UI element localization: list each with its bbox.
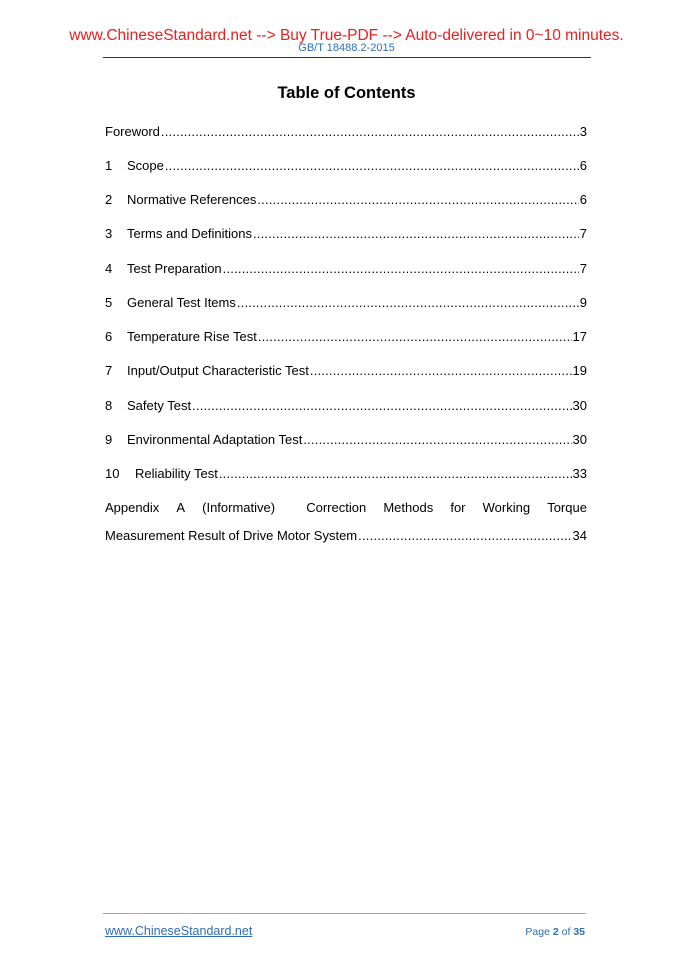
toc-entry-number: 6 (105, 329, 113, 344)
appendix-word: for (450, 500, 466, 515)
toc-entry-number: 4 (105, 261, 113, 276)
dot-leader (237, 295, 579, 311)
appendix-title-line (105, 500, 587, 516)
toc-entry-page: 33 (572, 466, 587, 481)
toc-entry-page: 6 (579, 158, 587, 173)
toc-entry-environmental-test[interactable] (105, 432, 587, 448)
dot-leader (192, 398, 571, 414)
appendix-word: Methods (383, 500, 434, 515)
toc-entry-page: 7 (579, 261, 587, 276)
dot-leader (358, 528, 571, 544)
dot-leader (257, 192, 578, 208)
header-divider (103, 57, 591, 58)
toc-entry-temperature-rise-test[interactable] (105, 329, 587, 345)
page-title: Table of Contents (277, 84, 416, 102)
appendix-word: (Informative) (202, 500, 276, 515)
dot-leader (310, 363, 572, 379)
toc-entry-label: Terms and Definitions (127, 226, 252, 241)
toc-entry-page: 7 (579, 226, 587, 241)
appendix-second-line (105, 528, 587, 544)
toc-entry-input-output-test[interactable] (105, 363, 587, 379)
dot-leader (303, 432, 571, 448)
appendix-word: Appendix (105, 500, 160, 515)
toc-entry-label: Foreword (105, 124, 160, 139)
toc-entry-number: 10 (105, 466, 120, 481)
toc-entry-terms-definitions[interactable] (105, 226, 587, 242)
toc-entry-number: 8 (105, 398, 113, 413)
toc-entry-page: 17 (572, 329, 587, 344)
dot-leader (219, 466, 572, 482)
dot-leader (161, 124, 579, 140)
page-number (525, 926, 585, 939)
toc-entry-safety-test[interactable] (105, 398, 587, 414)
toc-entry-label: General Test Items (127, 295, 236, 310)
toc-entry-number: 2 (105, 192, 113, 207)
toc-entry-page: 9 (579, 295, 587, 310)
document-id: GB/T 18488.2-2015 (298, 42, 395, 54)
toc-entry-page: 19 (572, 363, 587, 378)
dot-leader (223, 261, 579, 277)
toc-entry-label: Safety Test (127, 398, 192, 413)
toc-entry-label: Normative References (127, 192, 257, 207)
footer-divider (103, 913, 586, 914)
header-banner[interactable]: www.ChineseStandard.net --> Buy True-PDF --> Auto-delivered in 0~10 minutes. (69, 27, 624, 44)
page-of: of (561, 926, 571, 938)
toc-entry-test-preparation[interactable] (105, 261, 587, 277)
appendix-word: Torque (547, 500, 587, 515)
toc-entry-label: Input/Output Characteristic Test (127, 363, 309, 378)
toc-entry-foreword[interactable] (105, 124, 587, 140)
dot-leader (165, 158, 579, 174)
toc-entry-scope[interactable] (105, 158, 587, 174)
toc-entry-page: 34 (572, 528, 587, 543)
toc-entry-reliability-test[interactable] (105, 466, 587, 482)
appendix-word: Correction (306, 500, 367, 515)
dot-leader (253, 226, 579, 242)
toc-entry-label: Measurement Result of Drive Motor System (105, 528, 358, 543)
toc-entry-page: 3 (579, 124, 587, 139)
page-current: 2 (552, 926, 559, 938)
toc-entry-general-test-items[interactable] (105, 295, 587, 311)
toc-entry-page: 30 (572, 398, 587, 413)
page-prefix: Page (525, 926, 550, 938)
toc-entry-page: 30 (572, 432, 587, 447)
toc-entry-number: 1 (105, 158, 113, 173)
toc-entry-number: 9 (105, 432, 113, 447)
toc-entry-label: Test Preparation (127, 261, 222, 276)
toc-entry-label: Environmental Adaptation Test (127, 432, 303, 447)
dot-leader (258, 329, 572, 345)
toc-entry-label: Scope (127, 158, 164, 173)
appendix-word: Working (482, 500, 531, 515)
toc-entry-appendix-a[interactable] (105, 500, 587, 543)
toc-entry-number: 7 (105, 363, 113, 378)
footer-website-link[interactable]: www.ChineseStandard.net (105, 924, 253, 938)
toc-entry-number: 5 (105, 295, 113, 310)
toc-entry-label: Reliability Test (135, 466, 218, 481)
appendix-word: A (176, 500, 186, 515)
toc-entry-normative-references[interactable] (105, 192, 587, 208)
toc-entry-label: Temperature Rise Test (127, 329, 257, 344)
toc-entry-page: 6 (579, 192, 587, 207)
toc-entry-number: 3 (105, 226, 113, 241)
page-total: 35 (573, 926, 585, 938)
